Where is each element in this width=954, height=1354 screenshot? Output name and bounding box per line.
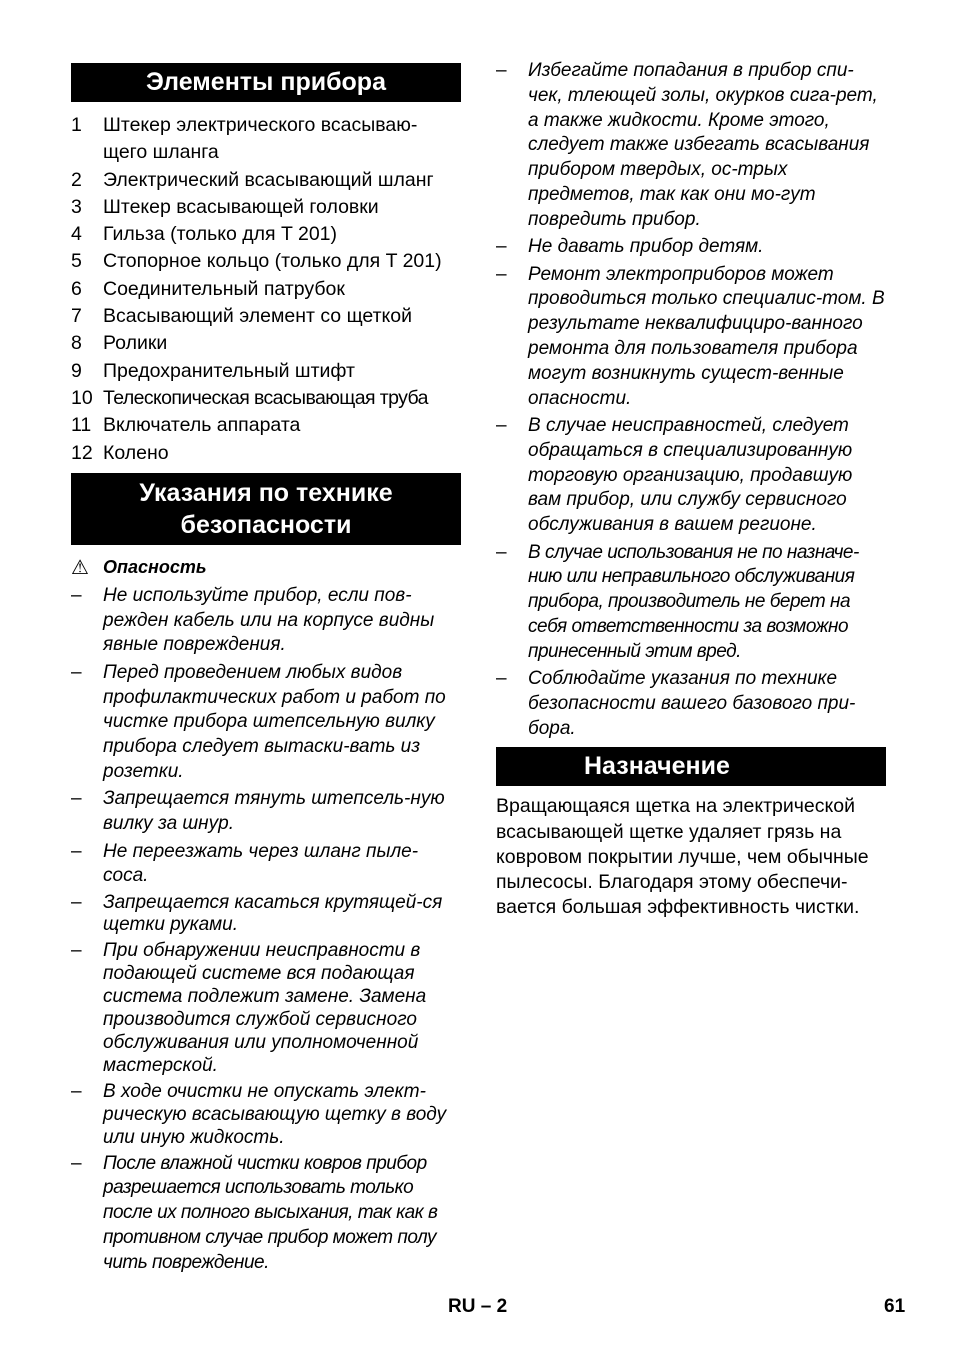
item-text: Предохранительный штифт <box>103 359 355 382</box>
dash-bullet: – <box>71 891 82 913</box>
list-item <box>71 939 461 1077</box>
list-item <box>71 787 461 837</box>
item-text: Штекер всасывающей головки <box>103 195 379 218</box>
safety-text: Перед проведением любых видов профилактических работ и работ по чистке прибора штепсельную вилку прибора следует вытаски-вать из розетки. <box>103 661 446 783</box>
item-number: 7 <box>71 305 82 328</box>
item-number: 6 <box>71 277 82 300</box>
danger-label: Опасность <box>103 556 207 577</box>
item-text: Электрический всасывающий шланг <box>103 168 434 191</box>
safety-text: Запрещается касаться крутящей-ся щетки руками. <box>103 891 443 936</box>
safety-text: Не переезжать через шланг пыле-соса. <box>103 840 419 887</box>
footer-language-page: RU – 2 <box>448 1296 508 1317</box>
list-item <box>496 541 886 665</box>
dash-bullet: – <box>496 263 507 285</box>
list-item <box>71 440 461 467</box>
right-column <box>496 60 886 921</box>
list-item <box>71 840 461 890</box>
footer-page-number: 61 <box>884 1296 906 1317</box>
warning-triangle-icon: ⚠ <box>71 556 89 579</box>
list-item <box>71 1152 461 1276</box>
item-text: Всасывающий элемент со щеткой <box>103 305 413 328</box>
purpose-text: Вращающаяся щетка на электрической всасывающей щетке удаляет грязь на ковровом покрытии лучше, чем обычные пылесосы. Благодаря этому обеспечи-вается большая эффективность чистки. <box>496 795 869 919</box>
list-item <box>71 194 461 221</box>
item-number: 5 <box>71 250 82 273</box>
danger-label-row <box>71 555 461 580</box>
list-item <box>71 385 461 412</box>
item-number: 12 <box>71 441 93 464</box>
list-item <box>71 221 461 248</box>
list-item <box>496 667 886 741</box>
safety-text: Запрещается тянуть штепсель-ную вилку за шнур. <box>103 788 445 835</box>
list-item <box>71 112 461 167</box>
safety-list-left <box>71 584 461 1276</box>
safety-heading-line2: безопасности <box>180 510 352 539</box>
dash-bullet: – <box>71 661 82 683</box>
item-text: Гильза (только для T 201) <box>103 223 338 246</box>
list-item <box>71 412 461 439</box>
safety-text: В ходе очистки не опускать элект-рическую всасывающую щетку в воду или иную жидкость. <box>103 1080 447 1148</box>
safety-text: Не используйте прибор, если пов-режден кабель или на корпусе видны явные повреждения. <box>103 584 435 656</box>
item-text: Штекер электрического всасываю-щего шланга <box>103 114 418 164</box>
list-item <box>71 358 461 385</box>
list-item <box>496 59 886 233</box>
list-item <box>71 276 461 303</box>
safety-text: Не давать прибор детям. <box>528 236 764 258</box>
dash-bullet: – <box>71 940 82 962</box>
dash-bullet: – <box>71 788 82 810</box>
item-text: Соединительный патрубок <box>103 277 345 300</box>
safety-heading <box>71 473 461 545</box>
left-column <box>71 63 461 1278</box>
safety-text: При обнаружении неисправности в подающей системе вся подающая система подлежит замене. Замена производится службой сервисного обслуживания или уполномоченной мастерской. <box>103 940 427 1077</box>
item-number: 2 <box>71 168 82 191</box>
list-item <box>71 892 461 937</box>
list-item <box>71 303 461 330</box>
item-number: 4 <box>71 223 82 246</box>
dash-bullet: – <box>71 1080 82 1102</box>
item-number: 8 <box>71 332 82 355</box>
dash-bullet: – <box>71 840 82 862</box>
item-number: 10 <box>71 386 93 409</box>
safety-heading-line1: Указания по технике <box>139 478 393 507</box>
list-item <box>71 248 461 275</box>
list-item <box>496 235 886 260</box>
dash-bullet: – <box>496 541 507 563</box>
safety-list-right <box>496 59 886 741</box>
dash-bullet: – <box>71 584 82 606</box>
safety-text: В случае использования не по назначе-нию или неправильного обслуживания прибора, производитель не берет на себя ответственности за возможно принесенный этим вред. <box>528 541 859 662</box>
item-text: Колено <box>103 441 169 464</box>
item-text: Ролики <box>103 332 168 355</box>
item-number: 1 <box>71 114 82 136</box>
safety-text: Избегайте попадания в прибор спи-чек, тлеющей золы, окурков сига-рет, а также жидкости. Кроме этого, следует также избегать всасывания прибором твердых, ос-трых предметов, так как они мо-гут повредить прибор. <box>528 60 878 230</box>
safety-text: Соблюдайте указания по технике безопасности вашего базового при-бора. <box>528 668 856 739</box>
list-item <box>496 263 886 412</box>
dash-bullet: – <box>496 414 507 436</box>
safety-text: После влажной чистки ковров прибор разрешается использовать только после их полного высыхания, так как в противном случае прибор может полу чить повреждение. <box>103 1152 438 1273</box>
list-item <box>71 584 461 658</box>
list-item <box>71 167 461 194</box>
list-item <box>496 414 886 538</box>
list-item <box>71 661 461 785</box>
safety-text: В случае неисправностей, следует обращаться в специализированную торговую организацию, продавшую вам прибор, или службу сервисного обслуживания в вашем регионе. <box>528 414 853 536</box>
item-number: 11 <box>71 414 92 437</box>
item-text: Стопорное кольцо (только для T 201) <box>103 250 442 273</box>
dash-bullet: – <box>71 1152 82 1174</box>
dash-bullet: – <box>496 668 507 690</box>
list-item <box>71 330 461 357</box>
item-number: 9 <box>71 359 82 382</box>
item-number: 3 <box>71 195 82 218</box>
purpose-heading: Назначение <box>496 747 886 786</box>
dash-bullet: – <box>496 60 507 81</box>
item-text: Телескопическая всасывающая труба <box>103 386 428 409</box>
list-item <box>71 1080 461 1149</box>
dash-bullet: – <box>496 236 507 258</box>
elements-list <box>71 112 461 467</box>
item-text: Включатель аппарата <box>103 414 301 437</box>
elements-heading: Элементы прибора <box>71 63 461 102</box>
safety-text: Ремонт электроприборов может проводиться только специалис-том. В результате неквалифициро-ванного ремонта для пользователя прибора могут возникнуть сущест-венные опасности. <box>528 263 885 409</box>
